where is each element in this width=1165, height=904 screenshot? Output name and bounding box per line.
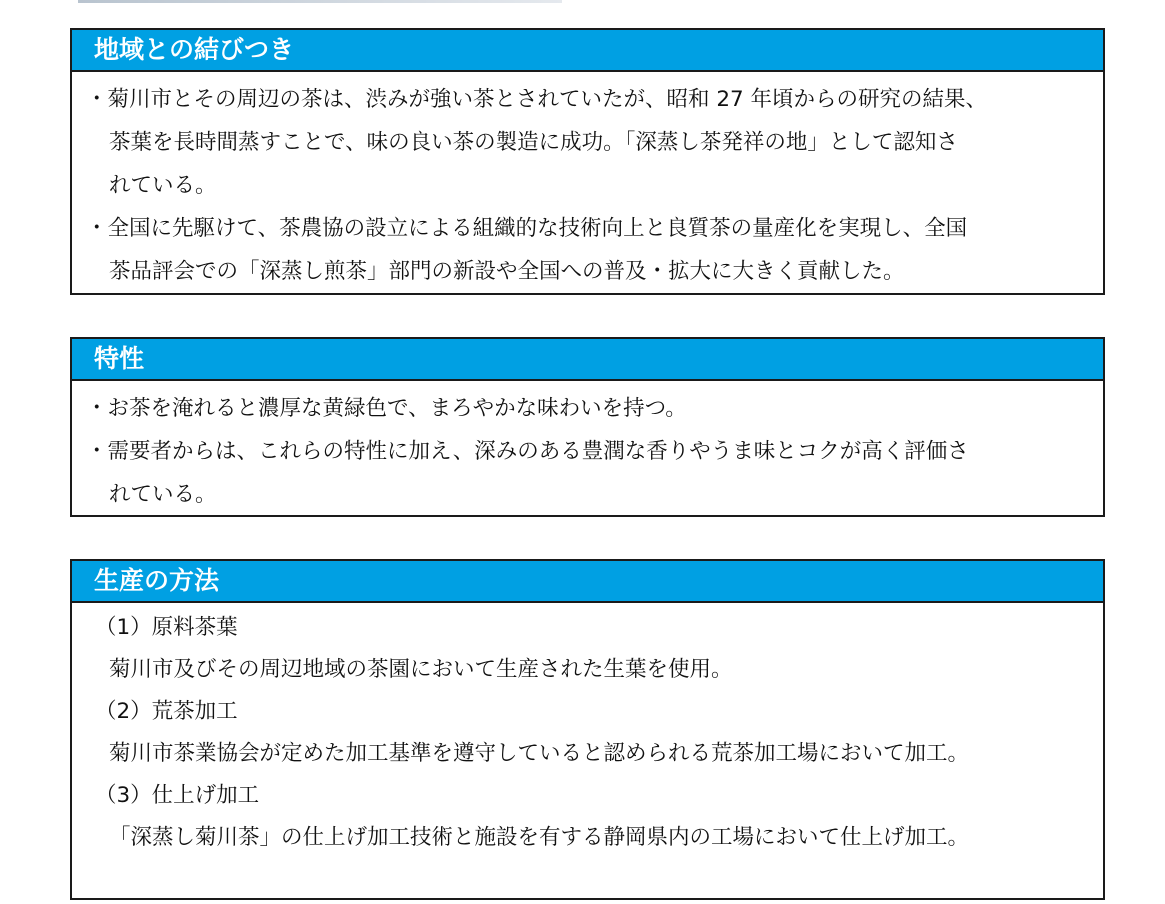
continuation-line: 茶品評会での「深蒸し煎茶」部門の新設や全国への普及・拡大に大きく貢献した。	[109, 259, 905, 284]
bullet-line: ・全国に先駆けて、茶農協の設立による組織的な技術向上と良質茶の量産化を実現し、全国	[86, 216, 968, 241]
subheading-crude-processing: （2）荒茶加工	[95, 699, 238, 724]
subheading-finishing-processing: （3）仕上げ加工	[95, 783, 260, 808]
body-line: 「深蒸し菊川茶」の仕上げ加工技術と施設を有する静岡県内の工場において仕上げ加工。	[109, 825, 970, 850]
continuation-line: れている。	[109, 482, 217, 507]
section-title: 地域との結びつき	[72, 30, 1103, 72]
section-characteristics	[70, 337, 1105, 517]
section-body	[72, 381, 1103, 516]
section-body	[72, 603, 1103, 859]
bullet-line: ・需要者からは、これらの特性に加え、深みのある豊潤な香りやうま味とコクが高く評価さ	[86, 439, 969, 464]
bullet-line: ・菊川市とその周辺の茶は、渋みが強い茶とされていたが、昭和 27 年頃からの研究の結果、	[86, 87, 988, 112]
section-production-method	[70, 559, 1105, 900]
continuation-line: 茶葉を長時間蒸すことで、味の良い茶の製造に成功。「深蒸し茶発祥の地」として認知さ	[109, 130, 958, 155]
continuation-line: れている。	[109, 173, 217, 198]
bullet-line: ・お茶を淹れると濃厚な黄緑色で、まろやかな味わいを持つ。	[86, 396, 687, 421]
section-body	[72, 72, 1103, 293]
section-regional-connection	[70, 28, 1105, 295]
section-title: 生産の方法	[72, 561, 1103, 603]
section-title: 特性	[72, 339, 1103, 381]
subheading-raw-leaves: （1）原料茶葉	[95, 615, 238, 640]
top-image-edge	[78, 0, 562, 3]
body-line: 菊川市及びその周辺地域の茶園において生産された生葉を使用。	[109, 657, 733, 682]
body-line: 菊川市茶業協会が定めた加工基準を遵守していると認められる荒茶加工場において加工。	[109, 741, 970, 766]
